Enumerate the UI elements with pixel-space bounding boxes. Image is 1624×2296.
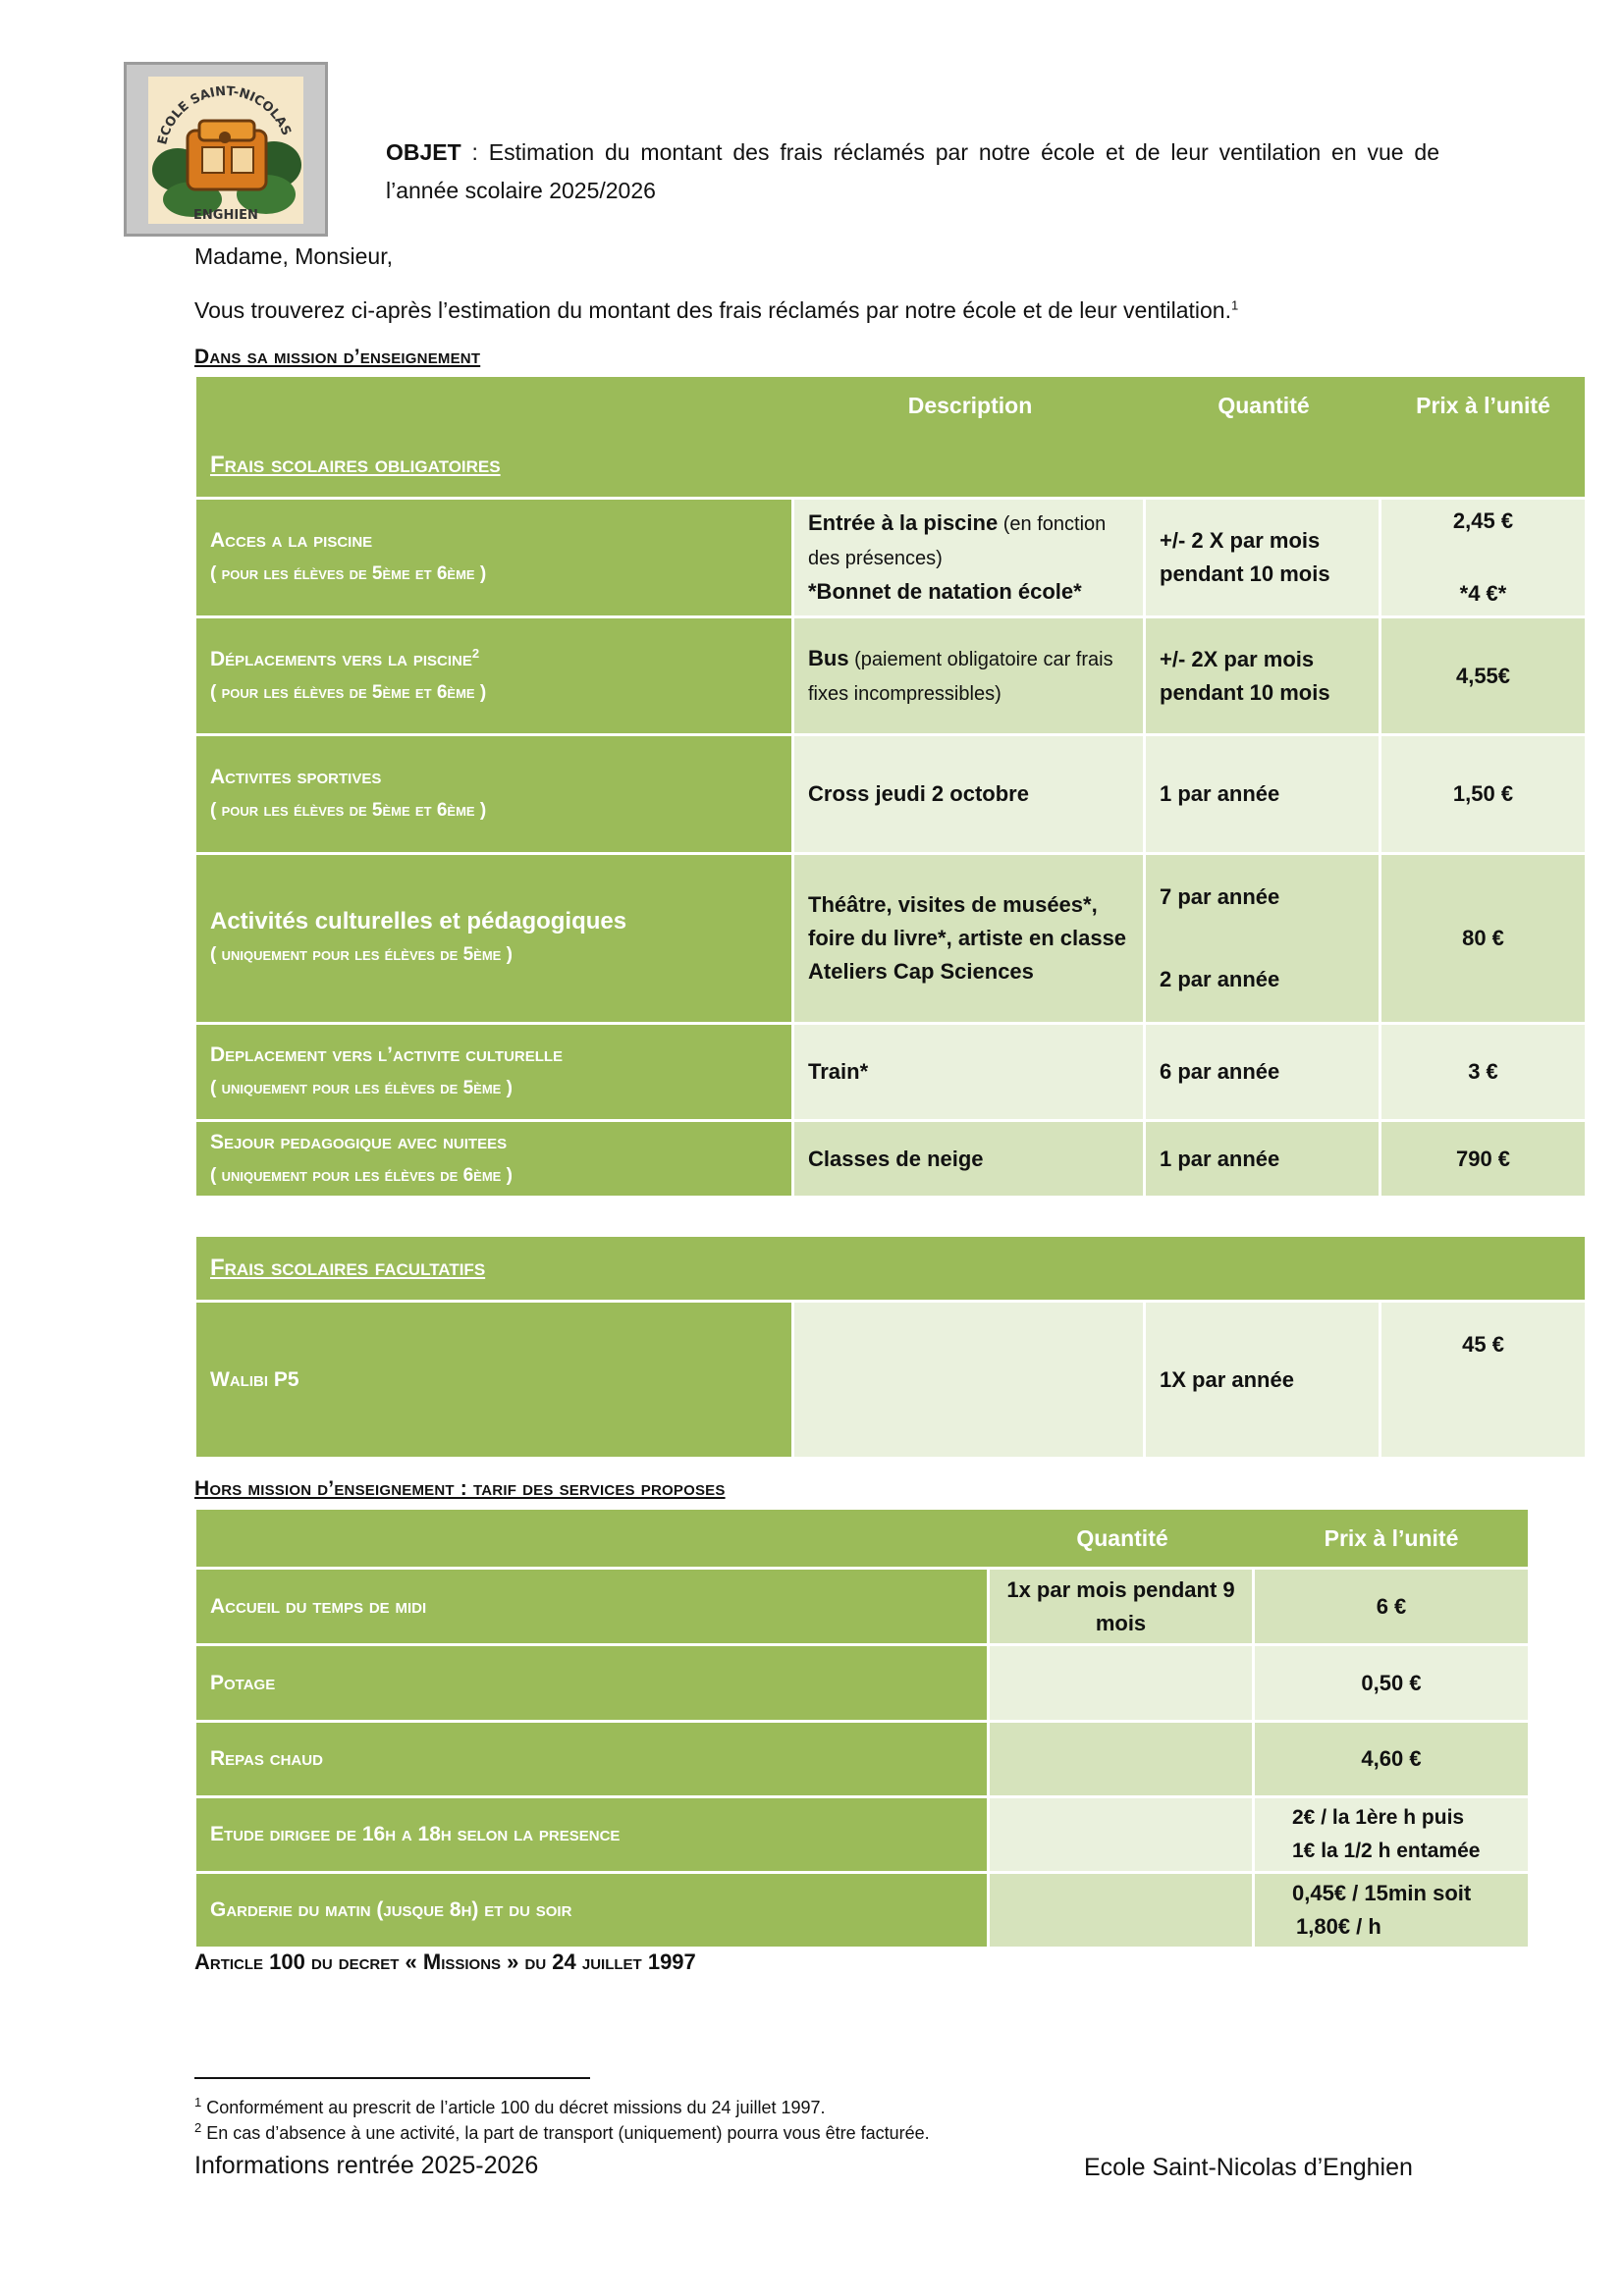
logo-illustration xyxy=(148,77,303,224)
footer-right: Ecole Saint-Nicolas d’Enghien xyxy=(1084,2154,1413,2181)
desc-secondary: *Bonnet de natation école* xyxy=(808,579,1082,604)
row-title: Acces a la piscine xyxy=(210,529,373,552)
row-label xyxy=(196,497,794,615)
row-quantity xyxy=(990,1643,1255,1720)
row-label xyxy=(196,1119,794,1196)
objet-label: OBJET xyxy=(386,139,461,165)
table-row xyxy=(196,1795,1528,1871)
table-row xyxy=(196,1022,1585,1119)
header-description: Description xyxy=(794,377,1146,434)
logo-artwork xyxy=(148,77,303,224)
footnote-1-ref: 1 xyxy=(194,2095,202,2109)
row-price: 3 € xyxy=(1381,1022,1585,1119)
table-row xyxy=(196,1871,1528,1947)
mandatory-fees-table xyxy=(196,377,1585,1196)
desc-note: (en fonction des présences) xyxy=(808,513,1107,569)
row-subtitle: ( pour les élèves de 5ème et 6ème ) xyxy=(210,681,487,703)
footnote-ref-2: 2 xyxy=(471,645,480,661)
row-quantity: 1X par année xyxy=(1146,1300,1381,1457)
row-price: 0,50 € xyxy=(1255,1643,1528,1720)
row-price: 6 € xyxy=(1255,1567,1528,1643)
row-subtitle: ( uniquement pour les élèves de 6ème ) xyxy=(210,1164,513,1186)
row-description xyxy=(794,615,1146,733)
price-main: 2€ / la 1ère h puis xyxy=(1292,1806,1465,1829)
row-price xyxy=(1255,1795,1528,1871)
desc-main: Entrée à la piscine xyxy=(808,510,999,535)
table1-header-empty xyxy=(196,377,794,434)
header-unit-price: Prix à l’unité xyxy=(1381,377,1585,434)
row-price: 45 € xyxy=(1381,1300,1585,1457)
row-title: Déplacements vers la piscine xyxy=(210,647,472,670)
row-subtitle: ( pour les élèves de 5ème et 6ème ) xyxy=(210,800,487,821)
section-title-mission: Dans sa mission d’enseignement xyxy=(194,346,481,368)
row-price: 4,55€ xyxy=(1381,615,1585,733)
school-logo xyxy=(124,62,328,237)
header-quantity: Quantité xyxy=(990,1510,1255,1567)
row-quantity: +/- 2X par mois pendant 10 mois xyxy=(1146,615,1381,733)
optional-fees-table xyxy=(196,1237,1585,1457)
qty-main: 7 par année xyxy=(1160,884,1280,909)
row-quantity: 6 par année xyxy=(1146,1022,1381,1119)
row-title: Activites sportives xyxy=(210,766,382,788)
services-table xyxy=(196,1510,1528,1947)
row-title: Sejour pedagogique avec nuitees xyxy=(210,1130,508,1153)
footer-left: Informations rentrée 2025-2026 xyxy=(194,2152,539,2179)
footnote-1 xyxy=(194,2095,826,2120)
table-row xyxy=(196,733,1585,852)
row-price: 1,50 € xyxy=(1381,733,1585,852)
logo-bottom-text: ENGHIEN xyxy=(193,208,258,223)
section-title-services: Hors mission d’enseignement : tarif des services proposes xyxy=(194,1477,726,1500)
band-optional-fees: Frais scolaires facultatifs xyxy=(196,1237,1585,1300)
row-label xyxy=(196,852,794,1022)
row-description: Classes de neige xyxy=(794,1119,1146,1196)
price-main: 0,45€ / 15min soit xyxy=(1292,1881,1472,1905)
salutation: Madame, Monsieur, xyxy=(194,243,393,269)
row-price xyxy=(1381,497,1585,615)
desc-secondary: Ateliers Cap Sciences xyxy=(808,959,1034,984)
footnote-2-text: En cas d’absence à une activité, la part de transport (uniquement) pourra vous être facturée. xyxy=(201,2123,930,2143)
row-title: Garderie du matin (jusque 8h) et du soir xyxy=(196,1871,990,1947)
footnote-2-ref: 2 xyxy=(194,2120,202,2135)
row-description xyxy=(794,497,1146,615)
row-title: Walibi P5 xyxy=(196,1300,794,1457)
row-quantity: 1 par année xyxy=(1146,733,1381,852)
row-quantity: 1 par année xyxy=(1146,1119,1381,1196)
row-title: Potage xyxy=(196,1643,990,1720)
row-title: Etude dirigee de 16h a 18h selon la presence xyxy=(196,1795,990,1871)
row-price xyxy=(1255,1871,1528,1947)
row-description xyxy=(794,852,1146,1022)
band-row xyxy=(196,1237,1585,1300)
row-quantity xyxy=(1146,852,1381,1022)
price-secondary: *4 €* xyxy=(1459,581,1507,606)
table-row xyxy=(196,852,1585,1022)
row-quantity: 1x par mois pendant 9 mois xyxy=(990,1567,1255,1643)
row-title: Accueil du temps de midi xyxy=(196,1567,990,1643)
footnote-separator xyxy=(194,2077,590,2079)
footnote-1-text: Conformément au prescrit de l’article 100 du décret missions du 24 juillet 1997. xyxy=(201,2098,826,2117)
band-row xyxy=(196,434,1585,497)
row-title: Repas chaud xyxy=(196,1720,990,1795)
footnote-2 xyxy=(194,2120,930,2146)
row-title: Activités culturelles et pédagogiques xyxy=(210,908,627,934)
row-description xyxy=(794,1300,1146,1457)
header-quantity: Quantité xyxy=(1146,377,1381,434)
header-unit-price: Prix à l’unité xyxy=(1255,1510,1528,1567)
table-row xyxy=(196,1300,1585,1457)
table-row xyxy=(196,1567,1528,1643)
desc-note: (paiement obligatoire car frais fixes incompressibles) xyxy=(808,648,1113,705)
row-label xyxy=(196,733,794,852)
article-reference: Article 100 du decret « Missions » du 24 juillet 1997 xyxy=(194,1949,696,1974)
qty-secondary: 2 par année xyxy=(1160,967,1280,991)
objet-paragraph xyxy=(386,133,1439,210)
intro-text: Vous trouverez ci-après l’estimation du montant des frais réclamés par notre école et de leur ventilation. xyxy=(194,297,1231,323)
row-price: 790 € xyxy=(1381,1119,1585,1196)
row-description: Train* xyxy=(794,1022,1146,1119)
row-label xyxy=(196,615,794,733)
desc-main: Bus xyxy=(808,645,849,670)
row-quantity xyxy=(990,1871,1255,1947)
price-secondary: 1,80€ / h xyxy=(1296,1914,1381,1939)
objet-text: : Estimation du montant des frais réclamés par notre école et de leur ventilation en vue de l’année scolaire 2025/2026 xyxy=(386,139,1439,203)
row-quantity xyxy=(990,1720,1255,1795)
table-row xyxy=(196,615,1585,733)
row-title: Deplacement vers l’activite culturelle xyxy=(210,1043,564,1066)
row-subtitle: ( uniquement pour les élèves de 5ème ) xyxy=(210,1078,513,1098)
table-row xyxy=(196,1720,1528,1795)
table-row xyxy=(196,497,1585,615)
table1-header-row xyxy=(196,377,1585,434)
intro-paragraph xyxy=(194,295,1238,325)
price-main: 2,45 € xyxy=(1452,508,1514,533)
desc-main: Théâtre, visites de musées*, foire du livre*, artiste en classe xyxy=(808,892,1127,950)
table3-header-empty xyxy=(196,1510,990,1567)
table-row xyxy=(196,1119,1585,1196)
band-mandatory-fees: Frais scolaires obligatoires xyxy=(196,434,1585,497)
row-price: 80 € xyxy=(1381,852,1585,1022)
logo-arc-text: ECOLE SAINT-NICOLAS xyxy=(155,83,294,147)
price-secondary: 1€ la 1/2 h entamée xyxy=(1292,1840,1481,1862)
row-quantity xyxy=(990,1795,1255,1871)
footnote-ref-1: 1 xyxy=(1230,297,1239,313)
row-description: Cross jeudi 2 octobre xyxy=(794,733,1146,852)
table3-header-row xyxy=(196,1510,1528,1567)
row-quantity: +/- 2 X par mois pendant 10 mois xyxy=(1146,497,1381,615)
row-price: 4,60 € xyxy=(1255,1720,1528,1795)
table-row xyxy=(196,1643,1528,1720)
row-subtitle: ( pour les élèves de 5ème et 6ème ) xyxy=(210,563,487,584)
row-label xyxy=(196,1022,794,1119)
row-subtitle: ( uniquement pour les élèves de 5ème ) xyxy=(210,944,513,965)
